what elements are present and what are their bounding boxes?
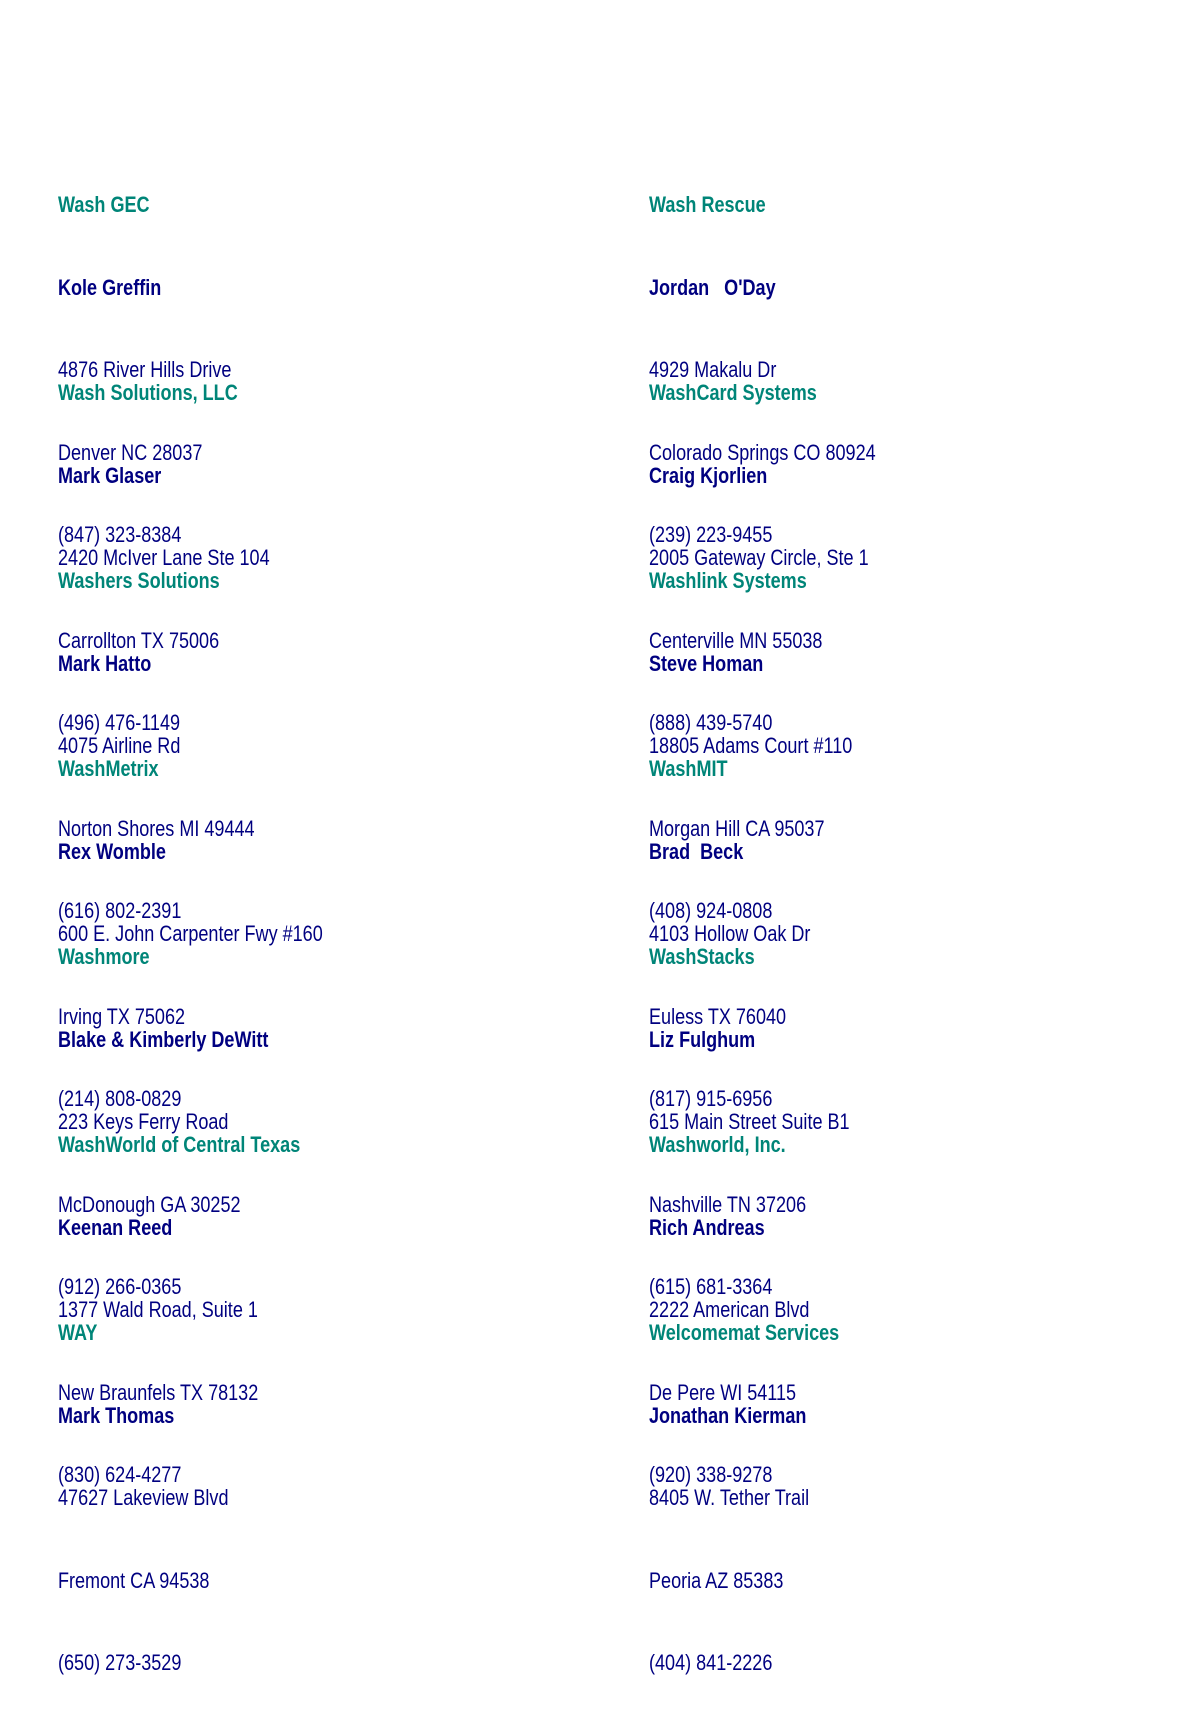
street-address: 8405 W. Tether Trail (649, 1485, 810, 1510)
phone-number: (214) 808-0829 (58, 1086, 182, 1111)
contact-name: Rex Womble (58, 838, 166, 864)
phone-number: (912) 266-0365 (58, 1274, 182, 1299)
street-address: 1377 Wald Road, Suite 1 (58, 1297, 258, 1322)
phone-number: (847) 323-8384 (58, 522, 182, 547)
city-state-zip: McDonough GA 30252 (58, 1191, 241, 1217)
company-name: WashMIT (649, 756, 728, 781)
city-state-zip: Irving TX 75062 (58, 1003, 186, 1029)
street-address: 2420 McIver Lane Ste 104 (58, 545, 270, 570)
contact-name: Mark Hatto (58, 650, 152, 676)
company-name: Wash Solutions, LLC (58, 380, 238, 405)
street-address: 4876 River Hills Drive (58, 357, 232, 382)
company-name: Washmore (58, 944, 150, 969)
street-address: 4929 Makalu Dr (649, 357, 777, 382)
phone-number: (404) 841-2226 (649, 1650, 773, 1675)
contact-name: Kole Greffin (58, 274, 162, 300)
phone-number: (830) 624-4277 (58, 1462, 182, 1487)
city-state-zip: Norton Shores MI 49444 (58, 815, 255, 841)
city-state-zip: Centerville MN 55038 (649, 627, 823, 653)
company-name: Washers Solutions (58, 568, 220, 593)
company-name: Wash GEC (58, 192, 150, 217)
street-address: 47627 Lakeview Blvd (58, 1485, 229, 1510)
contact-name: Mark Thomas (58, 1402, 175, 1428)
city-state-zip: New Braunfels TX 78132 (58, 1379, 259, 1405)
street-address: 600 E. John Carpenter Fwy #160 (58, 921, 323, 946)
city-state-zip: Morgan Hill CA 95037 (649, 815, 825, 841)
company-name: WashStacks (649, 944, 755, 969)
phone-number: (496) 476-1149 (58, 710, 181, 735)
city-state-zip: Nashville TN 37206 (649, 1191, 807, 1217)
contact-name: Liz Fulghum (649, 1026, 756, 1052)
contact-name: Keenan Reed (58, 1214, 173, 1240)
company-name: Washlink Systems (649, 568, 807, 593)
street-address: 18805 Adams Court #110 (649, 733, 853, 758)
city-state-zip: Fremont CA 94538 (58, 1567, 210, 1593)
contact-name: Steve Homan (649, 650, 764, 676)
phone-number: (888) 439-5740 (649, 710, 773, 735)
phone-number: (817) 915-6956 (649, 1086, 773, 1111)
phone-number: (920) 338-9278 (649, 1462, 773, 1487)
street-address: 2005 Gateway Circle, Ste 1 (649, 545, 869, 570)
city-state-zip: Euless TX 76040 (649, 1003, 787, 1029)
company-name: WashWorld of Central Texas (58, 1132, 301, 1157)
contact-name: Jonathan Kierman (649, 1402, 807, 1428)
phone-number: (616) 802-2391 (58, 898, 182, 923)
contact-name: Rich Andreas (649, 1214, 765, 1240)
contact-name: Mark Glaser (58, 462, 162, 488)
city-state-zip: Denver NC 28037 (58, 439, 203, 465)
street-address: 2222 American Blvd (649, 1297, 810, 1322)
company-name: Washworld, Inc. (649, 1132, 786, 1157)
street-address: 615 Main Street Suite B1 (649, 1109, 850, 1134)
company-name: Wash Rescue (649, 192, 766, 217)
company-name: WAY (58, 1320, 98, 1345)
street-address: 223 Keys Ferry Road (58, 1109, 229, 1134)
contact-name: Blake & Kimberly DeWitt (58, 1026, 269, 1052)
contact-name: Craig Kjorlien (649, 462, 768, 488)
company-name: Welcomemat Services (649, 1320, 840, 1345)
contact-name: Brad Beck (649, 838, 744, 864)
company-name: WashCard Systems (649, 380, 817, 405)
directory-grid (58, 136, 1200, 1675)
street-address: 4103 Hollow Oak Dr (649, 921, 811, 946)
phone-number: (408) 924-0808 (649, 898, 773, 923)
city-state-zip: Colorado Springs CO 80924 (649, 439, 876, 465)
company-name: WashMetrix (58, 756, 159, 781)
city-state-zip: Carrollton TX 75006 (58, 627, 220, 653)
phone-number: (239) 223-9455 (649, 522, 773, 547)
contact-name: Jordan O'Day (649, 274, 776, 300)
street-address: 4075 Airline Rd (58, 733, 181, 758)
city-state-zip: De Pere WI 54115 (649, 1379, 797, 1405)
phone-number: (650) 273-3529 (58, 1650, 182, 1675)
phone-number: (615) 681-3364 (649, 1274, 773, 1299)
city-state-zip: Peoria AZ 85383 (649, 1567, 784, 1593)
